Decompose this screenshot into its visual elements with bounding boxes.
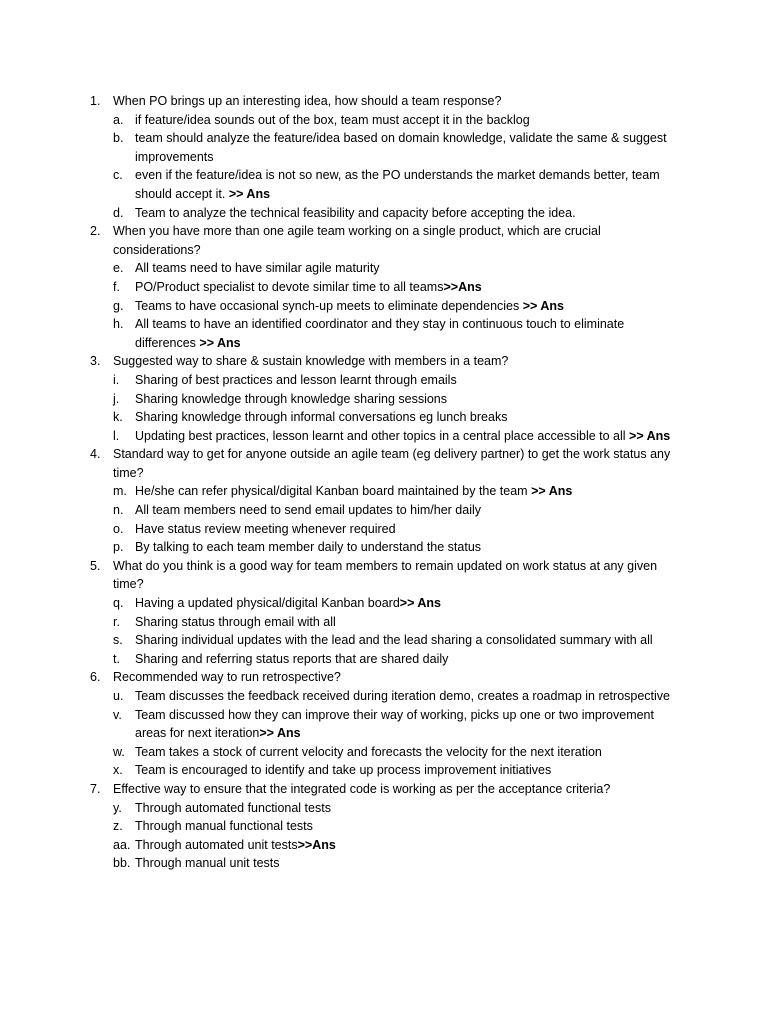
option-item [113, 817, 678, 836]
option-letter: f. [113, 279, 120, 294]
option-body: Through manual unit tests [135, 856, 280, 871]
option-text [135, 538, 678, 557]
option-body: Team discussed how they can improve their way of working, picks up one or two improvement areas for next iteration [135, 707, 654, 741]
option-body: Sharing knowledge through informal conversations eg lunch breaks [135, 410, 508, 425]
option-letter: aa. [113, 837, 131, 852]
question-item [78, 668, 678, 780]
option-body: Through manual functional tests [135, 819, 313, 834]
option-text [135, 166, 678, 203]
option-letter: o. [113, 521, 124, 536]
option-letter: s. [113, 633, 123, 648]
option-body: He/she can refer physical/digital Kanban board maintained by the team [135, 484, 528, 499]
option-body: By talking to each team member daily to understand the status [135, 540, 482, 555]
question-number: 1. [90, 94, 101, 108]
option-text [135, 204, 678, 223]
option-text [135, 854, 678, 873]
option-body: Having a updated physical/digital Kanban board [135, 596, 400, 611]
option-letter: c. [113, 168, 123, 183]
option-item [113, 111, 678, 130]
option-body: All team members need to send email updates to him/her daily [135, 503, 482, 518]
option-body: Sharing status through email with all [135, 614, 336, 629]
option-letter: v. [113, 707, 122, 722]
option-body: Updating best practices, lesson learnt and other topics in a central place accessible to all [135, 428, 626, 443]
option-letter: t. [113, 651, 120, 666]
option-text [135, 259, 678, 278]
option-item [113, 204, 678, 223]
option-text [135, 650, 678, 669]
option-list [113, 594, 678, 668]
answer-marker: >>Ans [297, 837, 336, 852]
option-letter: e. [113, 261, 124, 276]
option-letter: r. [113, 614, 120, 629]
option-text [135, 408, 678, 427]
option-item [113, 501, 678, 520]
option-item [113, 129, 678, 166]
question-number: 4. [90, 447, 101, 462]
option-text [135, 427, 678, 446]
option-body: All teams to have an identified coordinator and they stay in continuous touch to eliminate differences [135, 317, 625, 350]
question-number: 7. [90, 781, 101, 796]
option-text [135, 482, 678, 501]
answer-marker: >> Ans [527, 484, 573, 499]
option-item [113, 427, 678, 446]
option-body: Team takes a stock of current velocity and forecasts the velocity for the next iteration [135, 744, 602, 759]
option-text [135, 278, 678, 297]
option-item [113, 278, 678, 297]
option-text [135, 371, 678, 390]
option-text [135, 594, 678, 613]
option-letter: g. [113, 298, 124, 313]
question-text: Effective way to ensure that the integrated code is working as per the acceptance criteria? [113, 781, 611, 796]
question-item [78, 92, 678, 222]
question-text: Recommended way to run retrospective? [113, 670, 341, 685]
option-body: All teams need to have similar agile maturity [135, 261, 380, 276]
option-letter: j. [113, 391, 120, 406]
option-text [135, 390, 678, 409]
option-text [135, 836, 678, 855]
question-number: 3. [90, 354, 101, 369]
option-item [113, 408, 678, 427]
option-body: Through automated functional tests [135, 800, 331, 815]
option-item [113, 613, 678, 632]
question-number: 5. [90, 558, 101, 573]
answer-marker: >> Ans [399, 596, 442, 611]
option-body: Team is encouraged to identify and take up process improvement initiatives [135, 763, 552, 778]
option-text [135, 706, 678, 743]
option-item [113, 761, 678, 780]
option-item [113, 315, 678, 352]
option-text [135, 687, 678, 706]
question-text: Standard way to get for anyone outside an agile team (eg delivery partner) to get the work status any time? [113, 447, 671, 480]
option-body: Have status review meeting whenever required [135, 521, 396, 536]
option-body: even if the feature/idea is not so new, as the PO understands the market demands better, team should accept it. [135, 168, 660, 201]
answer-marker: >> Ans [519, 298, 564, 313]
option-body: if feature/idea sounds out of the box, team must accept it in the backlog [135, 112, 530, 127]
option-item [113, 650, 678, 669]
question-item [78, 352, 678, 445]
option-letter: w. [113, 744, 125, 759]
option-text [135, 817, 678, 836]
option-body: team should analyze the feature/idea based on domain knowledge, validate the same & suggest improvements [135, 131, 667, 164]
option-letter: y. [113, 800, 122, 815]
option-letter: b. [113, 131, 124, 146]
option-body: Sharing of best practices and lesson learnt through emails [135, 372, 457, 387]
option-item [113, 854, 678, 873]
option-item [113, 390, 678, 409]
option-list [113, 111, 678, 223]
question-item [78, 780, 678, 873]
option-text [135, 761, 678, 780]
question-text: What do you think is a good way for team members to remain updated on work status at any given time? [113, 558, 658, 592]
option-item [113, 836, 678, 855]
option-text [135, 315, 678, 352]
option-item [113, 594, 678, 613]
option-letter: a. [113, 112, 124, 127]
option-letter: z. [113, 819, 123, 834]
option-list [113, 259, 678, 352]
option-item [113, 166, 678, 203]
question-item [78, 222, 678, 352]
question-text: When PO brings up an interesting idea, how should a team response? [113, 94, 502, 108]
option-item [113, 743, 678, 762]
option-text [135, 520, 678, 539]
option-body: Team discusses the feedback received during iteration demo, creates a roadmap in retrospective [135, 689, 671, 703]
option-item [113, 482, 678, 501]
answer-marker: >> Ans [259, 726, 301, 741]
option-body: Through automated unit tests [135, 837, 298, 852]
option-letter: p. [113, 540, 124, 555]
option-letter: k. [113, 410, 123, 425]
option-item [113, 799, 678, 818]
answer-marker: >>Ans [443, 279, 482, 294]
option-letter: l. [113, 428, 120, 443]
option-letter: bb. [113, 856, 131, 871]
option-text [135, 613, 678, 632]
option-item [113, 538, 678, 557]
question-item [78, 445, 678, 557]
option-letter: x. [113, 763, 123, 778]
question-text: Suggested way to share & sustain knowledge with members in a team? [113, 354, 509, 369]
question-number: 6. [90, 670, 101, 685]
option-letter: n. [113, 503, 124, 518]
option-item [113, 520, 678, 539]
option-item [113, 371, 678, 390]
option-body: Sharing knowledge through knowledge sharing sessions [135, 391, 448, 406]
question-text: When you have more than one agile team working on a single product, which are crucial considerations? [113, 224, 601, 257]
option-body: PO/Product specialist to devote similar time to all teams [135, 279, 444, 294]
answer-marker: >> Ans [225, 186, 271, 201]
option-text [135, 799, 678, 818]
option-letter: i. [113, 372, 120, 387]
option-list [113, 371, 678, 445]
option-letter: d. [113, 205, 124, 220]
option-text [135, 129, 678, 166]
option-letter: h. [113, 317, 124, 332]
option-list [113, 799, 678, 873]
question-list [78, 92, 678, 873]
question-number: 2. [90, 224, 101, 239]
option-item [113, 259, 678, 278]
option-item [113, 297, 678, 316]
option-body: Team to analyze the technical feasibility and capacity before accepting the idea. [135, 205, 576, 220]
option-text [135, 743, 678, 762]
option-letter: u. [113, 689, 124, 703]
option-text [135, 111, 678, 130]
option-body: Teams to have occasional synch-up meets to eliminate dependencies [135, 298, 520, 313]
answer-marker: >> Ans [625, 428, 671, 443]
option-item [113, 706, 678, 743]
option-text [135, 631, 678, 650]
option-body: Sharing and referring status reports that are shared daily [135, 651, 449, 666]
option-list [113, 687, 678, 780]
option-text [135, 297, 678, 316]
option-item [113, 687, 678, 706]
option-letter: q. [113, 596, 124, 611]
option-body: Sharing individual updates with the lead and the lead sharing a consolidated summary with all [135, 633, 653, 648]
option-letter: m. [113, 484, 127, 499]
answer-marker: >> Ans [195, 335, 241, 350]
option-text [135, 501, 678, 520]
question-item [78, 557, 678, 669]
option-list [113, 482, 678, 556]
option-item [113, 631, 678, 650]
